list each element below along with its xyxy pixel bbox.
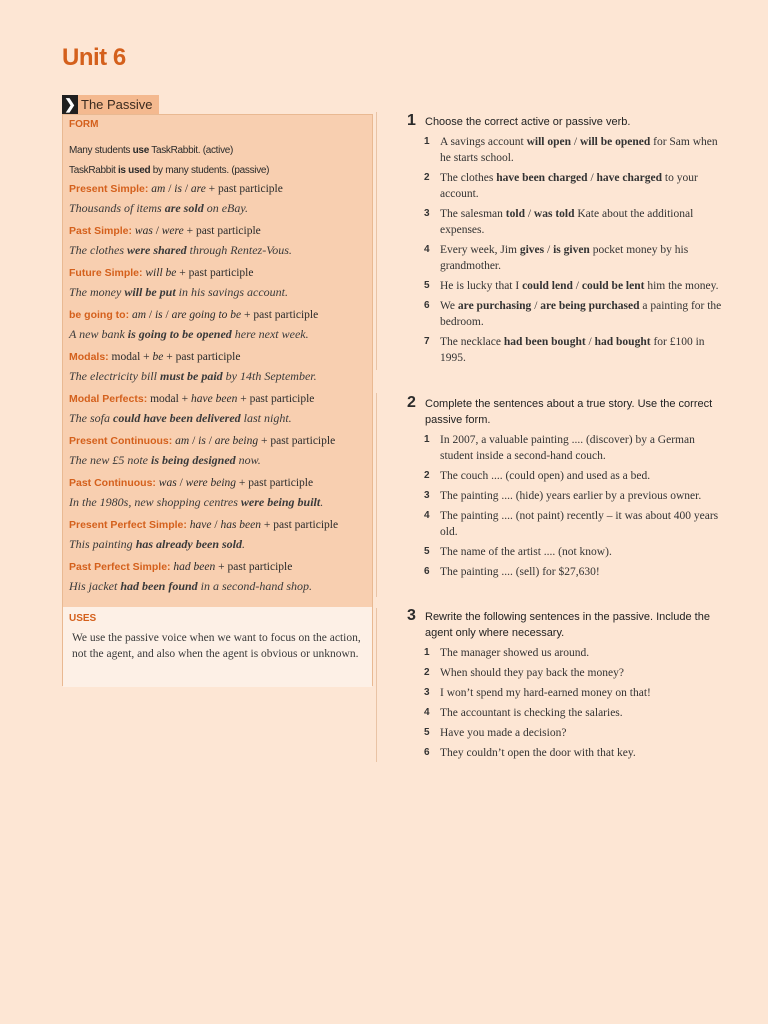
text-run: now. xyxy=(235,453,261,467)
tense-example xyxy=(69,369,317,384)
item-number: 6 xyxy=(424,747,430,758)
exercise-item xyxy=(407,685,727,701)
uses-text: We use the passive voice when we want to focus on the action, not the agent, and also when the agent is obvious or unknown. xyxy=(72,632,361,660)
tense-rule xyxy=(151,183,283,195)
rule-2 xyxy=(69,267,253,279)
text-run: had been xyxy=(173,561,216,573)
text-run: + past participle xyxy=(241,309,319,321)
section-title: The Passive xyxy=(81,97,153,112)
verb-option: could lend xyxy=(522,280,573,292)
text-run: TaskRabbit. (active) xyxy=(148,145,234,156)
text-run: through Rentez-Vous. xyxy=(186,243,292,257)
text-run: The painting .... (not paint) recently – it was about 400 years old. xyxy=(440,510,719,538)
tense-rule xyxy=(173,561,292,573)
exercise-item xyxy=(407,432,727,464)
chevron-right-icon: ❯ xyxy=(62,95,78,114)
text-run: on eBay. xyxy=(203,201,249,215)
text-run: here next week. xyxy=(231,327,309,341)
tense-label: Present Simple: xyxy=(69,183,149,195)
text-run: / xyxy=(205,435,215,447)
tense-rule xyxy=(135,225,261,237)
text-run: is xyxy=(154,309,163,321)
tense-label: Present Continuous: xyxy=(69,435,173,447)
item-number: 3 xyxy=(424,490,430,501)
tense-example xyxy=(69,495,323,510)
text-run: have xyxy=(189,519,212,531)
item-number: 2 xyxy=(424,172,430,183)
form-label: FORM xyxy=(69,119,99,130)
tense-label: Modal Perfects: xyxy=(69,393,148,405)
verb-option: had bought xyxy=(594,336,651,348)
item-number: 4 xyxy=(424,244,430,255)
text-run: + past participle xyxy=(205,183,283,195)
text-run: was xyxy=(158,477,177,489)
text-run: I won’t spend my hard-earned money on that! xyxy=(440,687,651,699)
text-run: The clothes xyxy=(440,172,497,184)
text-run: The electricity bill xyxy=(69,369,160,383)
item-number: 2 xyxy=(424,470,430,481)
tense-label: Present Perfect Simple: xyxy=(69,519,187,531)
exercise-item xyxy=(407,468,727,484)
text-run: The money xyxy=(69,285,125,299)
text-run: for £100 in 1995. xyxy=(440,336,705,364)
text-run: must be paid xyxy=(159,369,223,383)
verb-option: are purchasing xyxy=(457,300,532,312)
text-run: The couch .... (could open) and used as a bed. xyxy=(440,470,651,482)
text-run: will be xyxy=(145,267,177,279)
text-run: The new £5 note xyxy=(69,453,151,467)
text-run: . xyxy=(242,537,246,551)
text-run: / xyxy=(544,244,554,256)
item-number: 5 xyxy=(424,280,430,291)
text-run: Kate about the additional expenses. xyxy=(440,208,694,236)
item-number: 7 xyxy=(424,336,430,347)
text-run: modal + xyxy=(150,393,192,405)
tense-label: Past Perfect Simple: xyxy=(69,561,171,573)
text-run: / xyxy=(181,183,191,195)
text-run: are being xyxy=(214,435,259,447)
text-run: modal + xyxy=(111,351,153,363)
text-run: were shared xyxy=(127,243,187,257)
exercise-item xyxy=(407,206,727,238)
exercise-item xyxy=(407,488,727,504)
exercise-item xyxy=(407,508,727,540)
text-run: They couldn’t open the door with that key. xyxy=(440,747,636,759)
text-run: in his savings account. xyxy=(175,285,288,299)
tense-example xyxy=(69,579,312,594)
text-run: + past participle xyxy=(261,519,339,531)
text-run: / xyxy=(524,208,534,220)
exercise-item xyxy=(407,334,727,366)
verb-option: are being purchased xyxy=(540,300,640,312)
text-run: / xyxy=(572,280,582,292)
item-number: 6 xyxy=(424,566,430,577)
tense-label: Future Simple: xyxy=(69,267,143,279)
exercise-item xyxy=(407,725,727,741)
text-run: am xyxy=(131,309,147,321)
text-run: him the money. xyxy=(644,280,719,292)
text-run: by many students. (passive) xyxy=(150,165,270,176)
text-run: / xyxy=(585,336,595,348)
exercise-instruction: Complete the sentences about a true story. Use the correct passive form. xyxy=(425,398,713,426)
text-run: The salesman xyxy=(440,208,506,220)
text-run: The necklace xyxy=(440,336,504,348)
unit-title: Unit 6 xyxy=(62,44,126,71)
tense-example xyxy=(69,285,288,300)
tense-example xyxy=(69,453,261,468)
item-number: 6 xyxy=(424,300,430,311)
form-example xyxy=(69,145,233,156)
text-run: + past participle xyxy=(237,393,315,405)
text-run: were being xyxy=(185,477,237,489)
rule-0 xyxy=(69,183,283,195)
exercise-instruction: Choose the correct active or passive verb. xyxy=(425,116,631,128)
text-run: This painting xyxy=(69,537,136,551)
tense-rule xyxy=(150,393,314,405)
exercise-item xyxy=(407,564,727,580)
exercise-3 xyxy=(407,609,727,761)
item-number: 2 xyxy=(424,667,430,678)
text-run: + past participle xyxy=(215,561,293,573)
item-number: 3 xyxy=(424,687,430,698)
tense-rule xyxy=(145,267,253,279)
text-run: His jacket xyxy=(69,579,121,593)
text-run: The sofa xyxy=(69,411,114,425)
verb-option: have charged xyxy=(596,172,662,184)
uses-panel xyxy=(63,607,372,687)
text-run: / xyxy=(587,172,597,184)
section-heading xyxy=(62,95,159,114)
divider xyxy=(376,393,377,597)
text-run: / xyxy=(162,309,172,321)
text-run: + past participle xyxy=(176,267,254,279)
text-run: Have you made a decision? xyxy=(440,727,567,739)
form-panel xyxy=(63,115,372,607)
rule-3 xyxy=(69,309,318,321)
text-run: was xyxy=(134,225,153,237)
item-number: 4 xyxy=(424,707,430,718)
verb-option: could be lent xyxy=(581,280,645,292)
verb-option: gives xyxy=(519,244,545,256)
tense-rule xyxy=(190,519,338,531)
tense-example xyxy=(69,327,309,342)
text-run: are going to be xyxy=(171,309,242,321)
exercise-item xyxy=(407,170,727,202)
text-run: use xyxy=(132,145,149,156)
text-run: were being built xyxy=(240,495,321,509)
text-run: When should they pay back the money? xyxy=(440,667,624,679)
rule-9 xyxy=(69,561,292,573)
text-run: in a second-hand shop. xyxy=(197,579,312,593)
divider xyxy=(376,112,377,370)
verb-option: is given xyxy=(553,244,590,256)
text-run: The painting .... (hide) years earlier by a previous owner. xyxy=(440,490,702,502)
item-number: 5 xyxy=(424,546,430,557)
verb-option: had been bought xyxy=(503,336,586,348)
verb-option: will be opened xyxy=(579,136,651,148)
text-run: + past participle xyxy=(163,351,241,363)
text-run: were xyxy=(161,225,184,237)
text-run: is xyxy=(198,435,206,447)
verb-option: will open xyxy=(526,136,571,148)
tense-rule xyxy=(132,309,318,321)
text-run: Every week, Jim xyxy=(440,244,520,256)
tense-example xyxy=(69,537,245,552)
exercise-item xyxy=(407,278,727,294)
text-run: / xyxy=(146,309,155,321)
divider xyxy=(376,608,377,762)
exercise-item xyxy=(407,645,727,661)
text-run: is xyxy=(174,183,182,195)
text-run: The name of the artist .... (not know). xyxy=(440,546,612,558)
text-run: last night. xyxy=(240,411,292,425)
text-run: + past participle xyxy=(183,225,261,237)
exercise-item xyxy=(407,665,727,681)
text-run: by 14th September. xyxy=(222,369,317,383)
text-run: / xyxy=(165,183,175,195)
exercise-item xyxy=(407,298,727,330)
tense-example xyxy=(69,201,248,216)
rule-5 xyxy=(69,393,314,405)
exercise-2 xyxy=(407,396,727,580)
text-run: The painting .... (sell) for $27,630! xyxy=(440,566,600,578)
text-run: The accountant is checking the salaries. xyxy=(440,707,623,719)
tense-label: Modals: xyxy=(69,351,109,363)
text-run: / xyxy=(570,136,580,148)
tense-rule xyxy=(112,351,241,363)
text-run: The manager showed us around. xyxy=(440,647,590,659)
text-run: has been xyxy=(220,519,261,531)
text-run: He is lucky that I xyxy=(440,280,523,292)
rule-8 xyxy=(69,519,338,531)
text-run: could have been delivered xyxy=(113,411,241,425)
item-number: 4 xyxy=(424,510,430,521)
text-run: The clothes xyxy=(69,243,127,257)
text-run: A new bank xyxy=(69,327,128,341)
exercise-number: 3 xyxy=(407,607,416,624)
form-example xyxy=(69,165,269,176)
tense-example xyxy=(69,411,292,426)
text-run: to your account. xyxy=(440,172,698,200)
tense-label: Past Continuous: xyxy=(69,477,156,489)
text-run: / xyxy=(531,300,541,312)
text-run: for Sam when he starts school. xyxy=(440,136,718,164)
text-run: is being designed xyxy=(151,453,236,467)
rule-6 xyxy=(69,435,335,447)
tense-label: Past Simple: xyxy=(69,225,133,237)
text-run: pocket money by his grandmother. xyxy=(440,244,689,272)
exercise-item xyxy=(407,134,727,166)
text-run: A savings account xyxy=(440,136,527,148)
exercise-number: 2 xyxy=(407,394,416,411)
tense-rule xyxy=(175,435,335,447)
text-run: be xyxy=(152,351,164,363)
text-run: will be put xyxy=(124,285,176,299)
exercise-instruction: Rewrite the following sentences in the passive. Include the agent only where necessary. xyxy=(425,611,710,639)
text-run: / xyxy=(189,435,199,447)
grammar-box xyxy=(62,114,373,686)
exercise-item xyxy=(407,705,727,721)
item-number: 1 xyxy=(424,136,430,147)
verb-option: was told xyxy=(533,208,575,220)
text-run: / xyxy=(176,477,186,489)
text-run: is going to be opened xyxy=(127,327,232,341)
text-run: Many students xyxy=(69,145,133,156)
tense-label: be going to: xyxy=(69,309,130,321)
text-run: am xyxy=(151,183,166,195)
text-run: a painting for the bedroom. xyxy=(440,300,722,328)
text-run: / xyxy=(152,225,162,237)
tense-rule xyxy=(159,477,313,489)
text-run: . xyxy=(320,495,324,509)
text-run: In the 1980s, new shopping centres xyxy=(69,495,241,509)
tense-example xyxy=(69,243,292,258)
text-run: is used xyxy=(117,165,151,176)
exercise-1 xyxy=(407,114,727,366)
uses-label: USES xyxy=(69,613,97,624)
exercise-item xyxy=(407,544,727,560)
text-run: TaskRabbit xyxy=(69,165,118,176)
text-run: / xyxy=(211,519,221,531)
item-number: 1 xyxy=(424,434,430,445)
text-run: + past participle xyxy=(258,435,336,447)
exercise-item xyxy=(407,745,727,761)
text-run: are sold xyxy=(164,201,204,215)
rule-1 xyxy=(69,225,261,237)
item-number: 1 xyxy=(424,647,430,658)
text-run: had been found xyxy=(120,579,198,593)
item-number: 3 xyxy=(424,208,430,219)
rule-4 xyxy=(69,351,240,363)
text-run: + past participle xyxy=(236,477,314,489)
text-run: have been xyxy=(191,393,238,405)
verb-option: told xyxy=(505,208,525,220)
exercise-number: 1 xyxy=(407,112,416,129)
text-run: We xyxy=(440,300,458,312)
exercise-item xyxy=(407,242,727,274)
text-run: In 2007, a valuable painting .... (discover) by a German student inside a second-hand couch. xyxy=(440,434,695,462)
verb-option: have been charged xyxy=(496,172,588,184)
rule-7 xyxy=(69,477,313,489)
text-run: am xyxy=(175,435,190,447)
text-run: has already been sold xyxy=(135,537,243,551)
text-run: Thousands of items xyxy=(69,201,165,215)
text-run: are xyxy=(190,183,206,195)
item-number: 5 xyxy=(424,727,430,738)
